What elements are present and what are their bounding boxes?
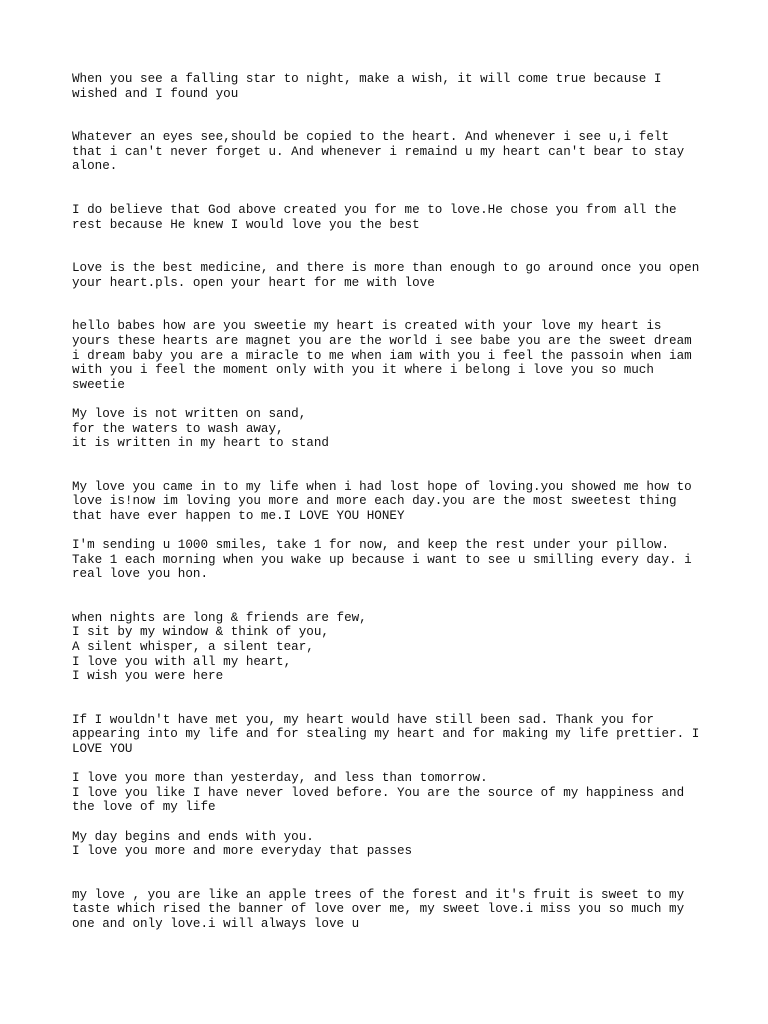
paragraph-1000-smiles: I'm sending u 1000 smiles, take 1 for now, and keep the rest under your pillow. Take 1 each morning when you wake up because i want to see u smilling every day. i real love you hon.	[72, 538, 692, 582]
paragraph-falling-star: When you see a falling star to night, make a wish, it will come true because I wished and I found you	[72, 72, 662, 101]
paragraph-spacer	[72, 815, 712, 830]
paragraph-spacer	[72, 451, 712, 480]
paragraph-more-than-yesterday: I love you more than yesterday, and less than tomorrow. I love you like I have never loved before. You are the source of my happiness and the love of my life	[72, 771, 685, 815]
paragraph-day-begins: My day begins and ends with you. I love you more and more everyday that passes	[72, 829, 413, 859]
paragraph-best-medicine: Love is the best medicine, and there is more than enough to go around once you open your heart.pls. open your heart for me with love	[72, 261, 700, 290]
paragraph-spacer	[72, 523, 712, 538]
paragraph-came-into-life: My love you came in to my life when i had lost hope of loving.you showed me how to love is!now im loving you more and more each day.you are the most sweetest thing that have ever happen to me.I LOVE YOU HONEY	[72, 479, 692, 523]
paragraph-spacer	[72, 232, 712, 261]
paragraph-spacer	[72, 101, 712, 130]
paragraph-spacer	[72, 392, 712, 407]
document-page	[72, 72, 712, 932]
paragraph-spacer	[72, 290, 712, 319]
paragraph-spacer	[72, 174, 712, 203]
paragraph-written-on-sand: My love is not written on sand, for the waters to wash away, it is written in my heart to stand	[72, 406, 329, 451]
paragraph-wouldnt-have-met: If I wouldn't have met you, my heart would have still been sad. Thank you for appearing into my life and for stealing my heart and for making my life prettier. I LOVE YOU	[72, 712, 700, 756]
paragraph-god-above: I do believe that God above created you for me to love.He chose you from all the rest because He knew I would love you the best	[72, 202, 677, 232]
paragraph-spacer	[72, 582, 712, 611]
paragraph-spacer	[72, 757, 712, 772]
paragraph-hello-babes: hello babes how are you sweetie my heart is created with your love my heart is yours these hearts are magnet you are the world i see babe you are the sweet dream i dream baby you are a miracle to me when iam with you i feel the passoin when iam with you i feel the moment only with you it where i belong i love you so much sweetie	[72, 319, 692, 392]
paragraph-nights-long: when nights are long & friends are few, I sit by my window & think of you, A silent whisper, a silent tear, I love you with all my heart, I wish you were here	[72, 610, 367, 684]
paragraph-apple-trees: my love , you are like an apple trees of the forest and it's fruit is sweet to my taste which rised the banner of love over me, my sweet love.i miss you so much my one and only love.i will always love u	[72, 887, 685, 931]
paragraph-spacer	[72, 859, 712, 888]
paragraph-eyes-see: Whatever an eyes see,should be copied to the heart. And whenever i see u,i felt that i can't never forget u. And whenever i remaind u my heart can't bear to stay alone.	[72, 130, 685, 174]
paragraph-spacer	[72, 684, 712, 713]
